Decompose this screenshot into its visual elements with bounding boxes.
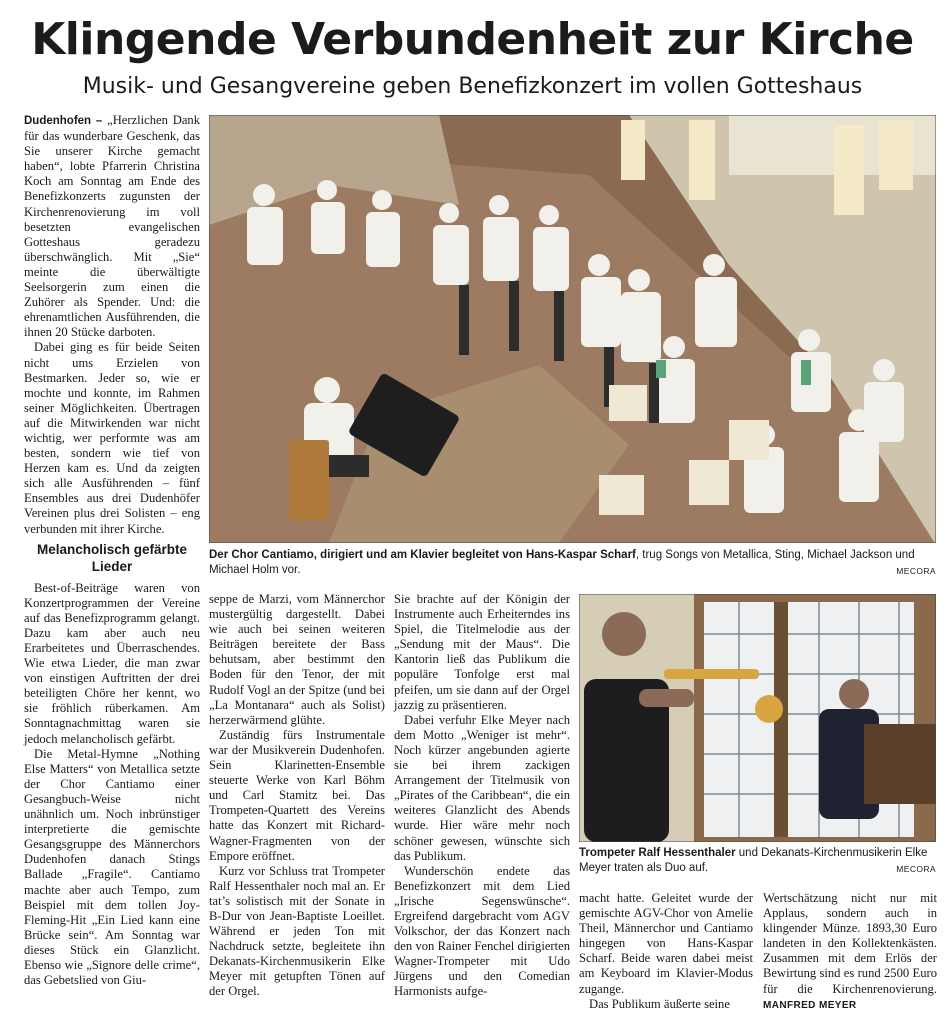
duo-photo <box>579 594 936 842</box>
photo-credit: MECORA <box>896 566 936 576</box>
paragraph: Sie brachte auf der Königin der Instrumente auch Erheiterndes ins Spiel, die Titelmelodie aus der „Sendung mit der Maus“. Die Kantorin ließ das Publikum die populäre Tonfolge erst mal pfeifen, um sie dann auf der Orgel jazzig zu präsentieren. <box>394 592 570 712</box>
photo-credit: MECORA <box>896 864 936 874</box>
dateline: Dudenhofen – <box>24 115 103 127</box>
choir-photo <box>209 115 936 543</box>
headline: Klingende Verbundenheit zur Kirche <box>31 14 914 65</box>
paragraph-text: Wertschätzung nicht nur mit Applaus, sondern auch in klingender Münze. 1893,30 Euro landeten in den Kollektenkästen. Zusammen mit dem Erlös der Bewirtung sind es rund 2500 Euro für die Kirchenrenovierung. <box>763 891 937 996</box>
paragraph-text: „Herzlichen Dank für das wunderbare Geschenk, das Sie unserer Kirche gemacht haben“, lobte Pfarrerin Christina Koch am Sonntag am Ende des Benefizkonzerts zugunsten der Kirchenrenovierung im voll besetzten evangelischen Gotteshaus geradezu überschwänglich. Mit „Sie“ meinte die überwältigte Seelsorgerin zum einen die Zuhörer als Spender. Und: die ehrenamtlichen Ausführenden, die ihnen 20 Stücke darboten. <box>24 113 201 340</box>
author: MANFRED MEYER <box>763 999 857 1011</box>
article-column-4 <box>579 891 753 1012</box>
paragraph: Die Metal-Hymne „Nothing Else Matters“ von Metallica setzte der Chor Cantiamo einer Gesangbuch-Weise nicht unähnlich um. Noch inbrünstiger interpretierte die gemischte Gesangsgruppe des Männerchors Dudenhofen danach Stings Ballade „Fragile“. Cantiamo machte aber auch Tempo, zum Beispiel mit dem tollen Joy-Fleming-Hit „Ein Lied kann eine Brücke sein“. Am Sonntag war dieses Stück ein Glanzlicht. Ebenso wie „Signore delle crime“, das Gebetslied von Giu- <box>24 746 200 988</box>
paragraph: Best-of-Beiträge waren von Konzertprogrammen der Vereine auf das Benefizprogramm gelangt. Dazu kam aber auch neu Erarbeitetes und Überraschendes. Wie etwa Lieder, die man zwar von einstigen Auftritten der drei beteiligten Chöre her kennt, wo sie fröhlich rüberkamen. Am Sonntagnachmittag waren sie jedoch melancholisch gefärbt. <box>24 580 200 746</box>
paragraph: seppe de Marzi, vom Männerchor mustergültig dargestellt. Dabei wie auch bei seinen weiteren Beiträgen bereitete der Bass behutsam, aber bestimmt den Boden für den Tenor, der mit Rudolf Vogl an der Spitze (und bei „La Montanara“ auch als Solist) herzerwärmend glühte. <box>209 592 385 727</box>
caption-bold: Der Chor Cantiamo, dirigiert und am Klavier begleitet von Hans-Kaspar Scharf <box>209 549 636 561</box>
article-column-1 <box>24 113 200 988</box>
article-column-2 <box>209 592 385 1000</box>
article-column-5 <box>763 891 937 1013</box>
paragraph <box>763 891 937 1013</box>
paragraph: Wunderschön endete das Benefizkonzert mit dem Lied „Irische Segenswünsche“. Ergreifend dargebracht vom AGV Volkschor, der das Konzert nach den von Rainer Fenchel dirigierten Wagner-Trompeter mit Udo Jürgens und den Comedian Harmonists aufge- <box>394 863 570 999</box>
caption-text: , trug Songs von Metallica, Sting, Michael Jackson und Michael Holm vor. <box>209 549 915 576</box>
article-column-3 <box>394 592 570 1000</box>
paragraph: Dabei verfuhr Elke Meyer nach dem Motto „Weniger ist mehr“. Noch kürzer angebunden agierte sie bei ihrem zackigen Arrangement der Titelmusik von „Pirates of the Caribbean“, die ein weiteres Glanzlicht des Abends wurde. Hier wäre mehr noch schöner gewesen, wünschte sich das Publikum. <box>394 712 570 863</box>
paragraph: macht hatte. Geleitet wurde der gemischte AGV-Chor von Amelie Theil, Männerchor und Cantiamo hingegen von Hans-Kaspar Scharf. Beide waren dabei meist am Keyboard im Klavier-Modus zugange. <box>579 891 753 996</box>
choir-photo-caption <box>209 548 936 578</box>
paragraph: Zuständig fürs Instrumentale war der Musikverein Dudenhofen. Sein Klarinetten-Ensemble steuerte Werke von Karl Böhm und Carl Stamitz bei. Das Trompeten-Quartett des Vereins hatte das Konzert mit Richard-Wagner-Fragmenten von der Empore eröffnet. <box>209 727 385 863</box>
paragraph: Dabei ging es für beide Seiten nicht ums Erzielen von Bestmarken. Jeder so, wie er mochte und konnte, im Rahmen seiner Möglichkeiten. Übertragen auf die Mitwirkenden war nicht wichtig, wer performte was am besten, sondern wie tief von Herzen kam es. Und da zeigten sich alle Ausführenden – fünf Ensembles aus drei Dudenhöfer Vereinen plus drei Solisten – eng verbunden mit ihrer Kirche. <box>24 340 200 536</box>
paragraph: Das Publikum äußerte seine <box>589 996 730 1011</box>
paragraph: Kurz vor Schluss trat Trompeter Ralf Hessenthaler noch mal an. Er tat’s solistisch mit der Sonate in B-Dur von Jean-Baptiste Loeillet. Während er jeden Ton mit Nachdruck setzte, begleitete ihn Dekanats-Kirchenmusikerin Elke Meyer mit getupften Tönen auf der Orgel. <box>209 863 385 999</box>
subheading: Melancholisch gefärbte Lieder <box>36 541 188 574</box>
caption-bold: Trompeter Ralf Hessenthaler <box>579 847 736 859</box>
choir-photo-image <box>209 115 936 543</box>
caption-text: und Dekanats-Kirchenmusikerin Elke Meyer traten als Duo auf. <box>579 847 928 874</box>
paragraph <box>24 113 200 340</box>
duo-photo-image <box>579 594 936 842</box>
subheadline: Musik- und Gesangvereine geben Benefizkonzert im vollen Gotteshaus <box>82 74 863 99</box>
